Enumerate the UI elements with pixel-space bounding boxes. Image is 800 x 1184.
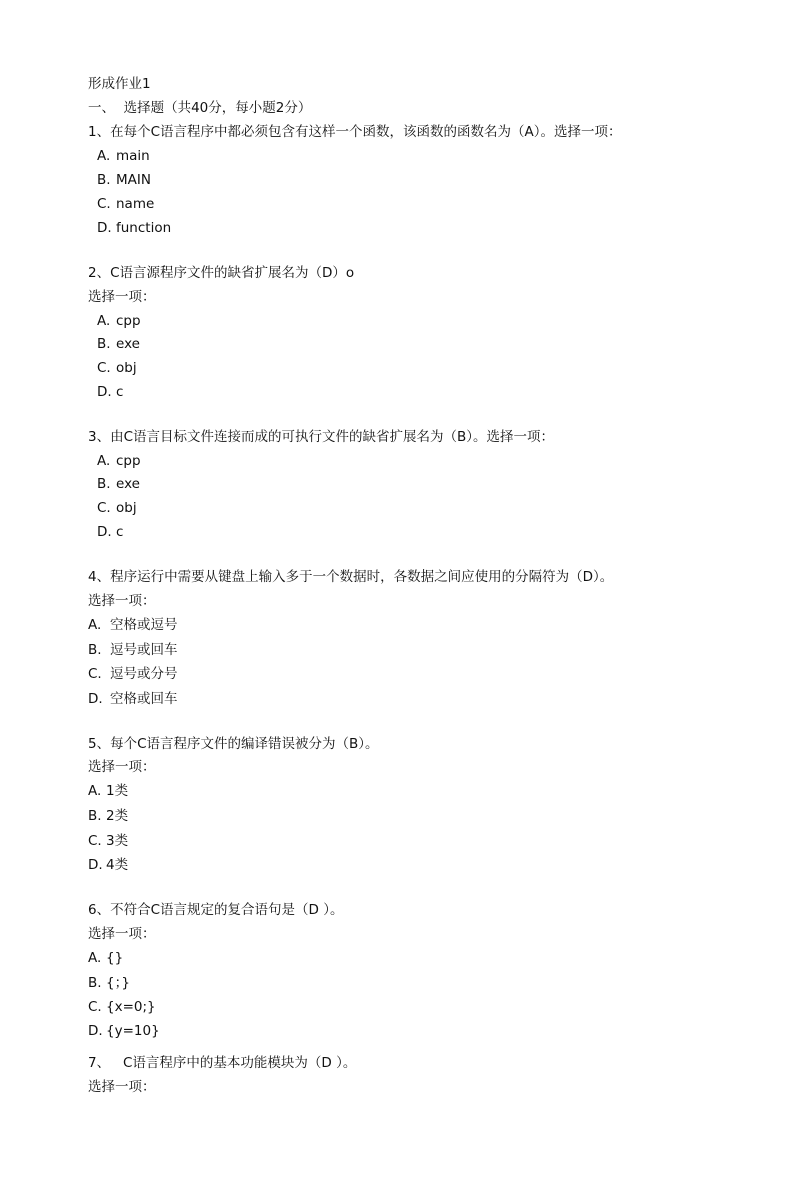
- question-5-option-d[interactable]: D. 4类: [88, 857, 129, 873]
- question-5-option-a[interactable]: A. 1类: [88, 783, 129, 799]
- question-4-option-c[interactable]: C. 逗号或分号: [88, 666, 178, 682]
- question-1-option-b[interactable]: B. MAIN: [97, 172, 151, 188]
- question-6-option-a[interactable]: A. {}: [88, 950, 124, 966]
- question-2-option-c[interactable]: C. obj: [97, 360, 137, 376]
- question-2-option-b[interactable]: B. exe: [97, 336, 140, 352]
- document-title: 形成作业1: [88, 76, 151, 92]
- question-6-option-c[interactable]: C. {x=0;}: [88, 999, 156, 1015]
- question-1-option-d[interactable]: D. function: [97, 220, 172, 236]
- question-2-option-a[interactable]: A. cpp: [97, 313, 141, 329]
- question-3-stem: 3、由C语言目标文件连接而成的可执行文件的缺省扩展名为（B）。选择一项：: [88, 429, 555, 445]
- question-7-prompt: 选择一项：: [88, 1079, 156, 1095]
- question-5-option-c[interactable]: C. 3类: [88, 833, 129, 849]
- question-7-stem: 7、 C语言程序中的基本功能模块为（D ）。: [88, 1055, 357, 1071]
- question-1-option-c[interactable]: C. name: [97, 196, 155, 212]
- question-2-prompt: 选择一项：: [88, 289, 156, 305]
- question-4-option-a[interactable]: A. 空格或逗号: [88, 617, 178, 633]
- question-3-option-d[interactable]: D. c: [97, 524, 124, 540]
- question-3-option-b[interactable]: B. exe: [97, 476, 140, 492]
- question-5-prompt: 选择一项：: [88, 759, 156, 775]
- question-2-option-d[interactable]: D. c: [97, 384, 124, 400]
- question-4-stem: 4、程序运行中需要从键盘上输入多于一个数据时，各数据之间应使用的分隔符为（D）。: [88, 569, 614, 585]
- question-6-option-d[interactable]: D. {y=10}: [88, 1023, 160, 1039]
- question-5-option-b[interactable]: B. 2类: [88, 808, 129, 824]
- question-2-stem: 2、C语言源程序文件的缺省扩展名为（D）o: [88, 265, 355, 281]
- question-1-stem: 1、在每个C语言程序中都必须包含有这样一个函数，该函数的函数名为（A）。选择一项：: [88, 124, 622, 140]
- question-3-option-c[interactable]: C. obj: [97, 500, 137, 516]
- question-5-stem: 5、每个C语言程序文件的编译错误被分为（B）。: [88, 736, 379, 752]
- question-6-option-b[interactable]: B. {；}: [88, 975, 130, 991]
- question-6-stem: 6、不符合C语言规定的复合语句是（D ）。: [88, 902, 344, 918]
- question-4-option-b[interactable]: B. 逗号或回车: [88, 642, 178, 658]
- question-4-prompt: 选择一项：: [88, 593, 156, 609]
- question-4-option-d[interactable]: D. 空格或回车: [88, 691, 178, 707]
- question-3-option-a[interactable]: A. cpp: [97, 453, 141, 469]
- question-1-option-a[interactable]: A. main: [97, 148, 150, 164]
- question-6-prompt: 选择一项：: [88, 926, 156, 942]
- section-heading: 一、 选择题（共40分，每小题2分）: [88, 100, 312, 116]
